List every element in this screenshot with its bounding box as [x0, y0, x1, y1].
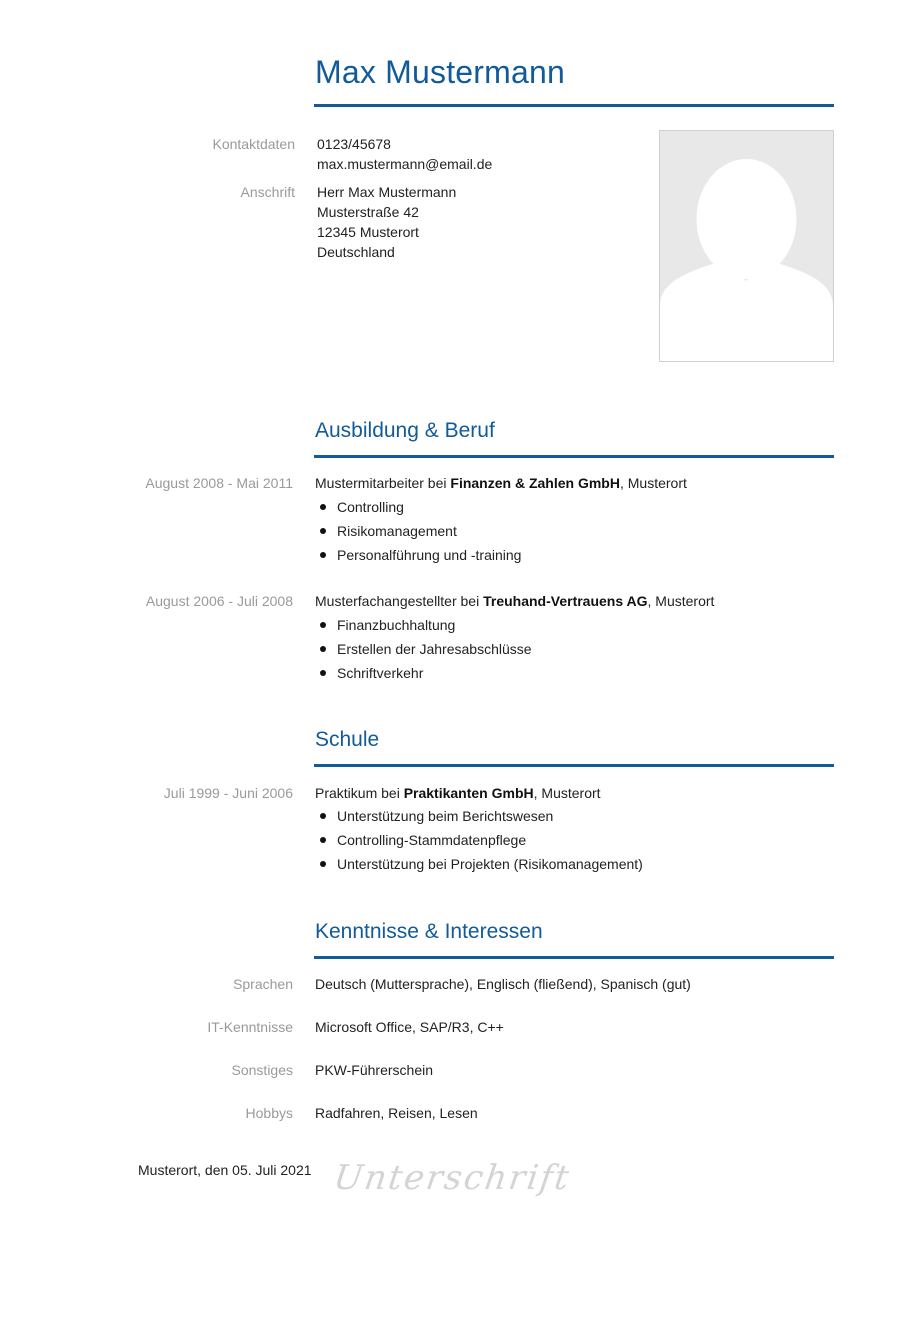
task-item: Risikomanagement	[315, 519, 521, 543]
task-item: Controlling-Stammdatenpflege	[315, 828, 643, 852]
task-list	[315, 495, 521, 567]
task-item: Controlling	[315, 495, 521, 519]
task-item: Unterstützung bei Projekten (Risikomanagement)	[315, 852, 643, 876]
contact-label: Kontaktdaten	[212, 136, 295, 152]
avatar-silhouette-icon	[660, 131, 833, 361]
skill-value: Radfahren, Reisen, Lesen	[315, 1105, 478, 1121]
task-item: Erstellen der Jahresabschlüsse	[315, 637, 532, 661]
skill-value: Microsoft Office, SAP/R3, C++	[315, 1019, 504, 1035]
task-item: Personalführung und -training	[315, 543, 521, 567]
section-divider	[314, 956, 834, 959]
entry-heading	[315, 475, 687, 491]
entry-heading	[315, 785, 601, 801]
entry-role: Musterfachangestellter bei	[315, 593, 480, 609]
page-title: Max Mustermann	[315, 54, 565, 90]
signature: Unterschrift	[331, 1158, 574, 1198]
entry-company: Finanzen & Zahlen GmbH	[450, 475, 620, 491]
section-title-career: Ausbildung & Beruf	[315, 419, 495, 442]
section-divider	[314, 455, 834, 458]
entry-company: Praktikanten GmbH	[403, 785, 534, 801]
title-divider	[314, 104, 834, 107]
address-line: Deutschland	[317, 244, 395, 260]
address-label: Anschrift	[240, 184, 295, 200]
entry-date: August 2006 - Juli 2008	[145, 593, 293, 609]
skill-label: IT-Kenntnisse	[207, 1019, 293, 1035]
task-list	[315, 804, 643, 876]
phone-number: 0123/45678	[317, 136, 391, 152]
place-and-date: Musterort, den 05. Juli 2021	[138, 1162, 312, 1178]
profile-photo-placeholder	[659, 130, 834, 362]
task-item: Finanzbuchhaltung	[315, 613, 532, 637]
skill-value: Deutsch (Muttersprache), Englisch (fließend), Spanisch (gut)	[315, 976, 691, 992]
task-item: Unterstützung beim Berichtswesen	[315, 804, 643, 828]
section-title-school: Schule	[315, 728, 380, 751]
section-title-skills: Kenntnisse & Interessen	[315, 920, 543, 943]
entry-date: Juli 1999 - Juni 2006	[163, 785, 293, 801]
entry-location: , Musterort	[647, 593, 715, 609]
task-list	[315, 613, 532, 685]
section-divider	[314, 764, 834, 767]
entry-date: August 2008 - Mai 2011	[145, 475, 293, 491]
address-block	[317, 182, 456, 262]
skill-value: PKW-Führerschein	[315, 1062, 434, 1078]
skill-label: Sonstiges	[231, 1062, 293, 1078]
entry-company: Treuhand-Vertrauens AG	[483, 593, 648, 609]
entry-location: , Musterort	[619, 475, 687, 491]
entry-location: , Musterort	[533, 785, 601, 801]
entry-heading	[315, 593, 714, 609]
skill-label: Hobbys	[245, 1105, 293, 1121]
address-line: 12345 Musterort	[317, 224, 419, 240]
address-line: Musterstraße 42	[317, 204, 419, 220]
contact-block	[317, 134, 492, 174]
entry-role: Praktikum bei	[315, 785, 400, 801]
skill-label: Sprachen	[233, 976, 293, 992]
address-line: Herr Max Mustermann	[317, 184, 457, 200]
email-address: max.mustermann@email.de	[317, 156, 493, 172]
entry-role: Mustermitarbeiter bei	[315, 475, 447, 491]
task-item: Schriftverkehr	[315, 661, 532, 685]
